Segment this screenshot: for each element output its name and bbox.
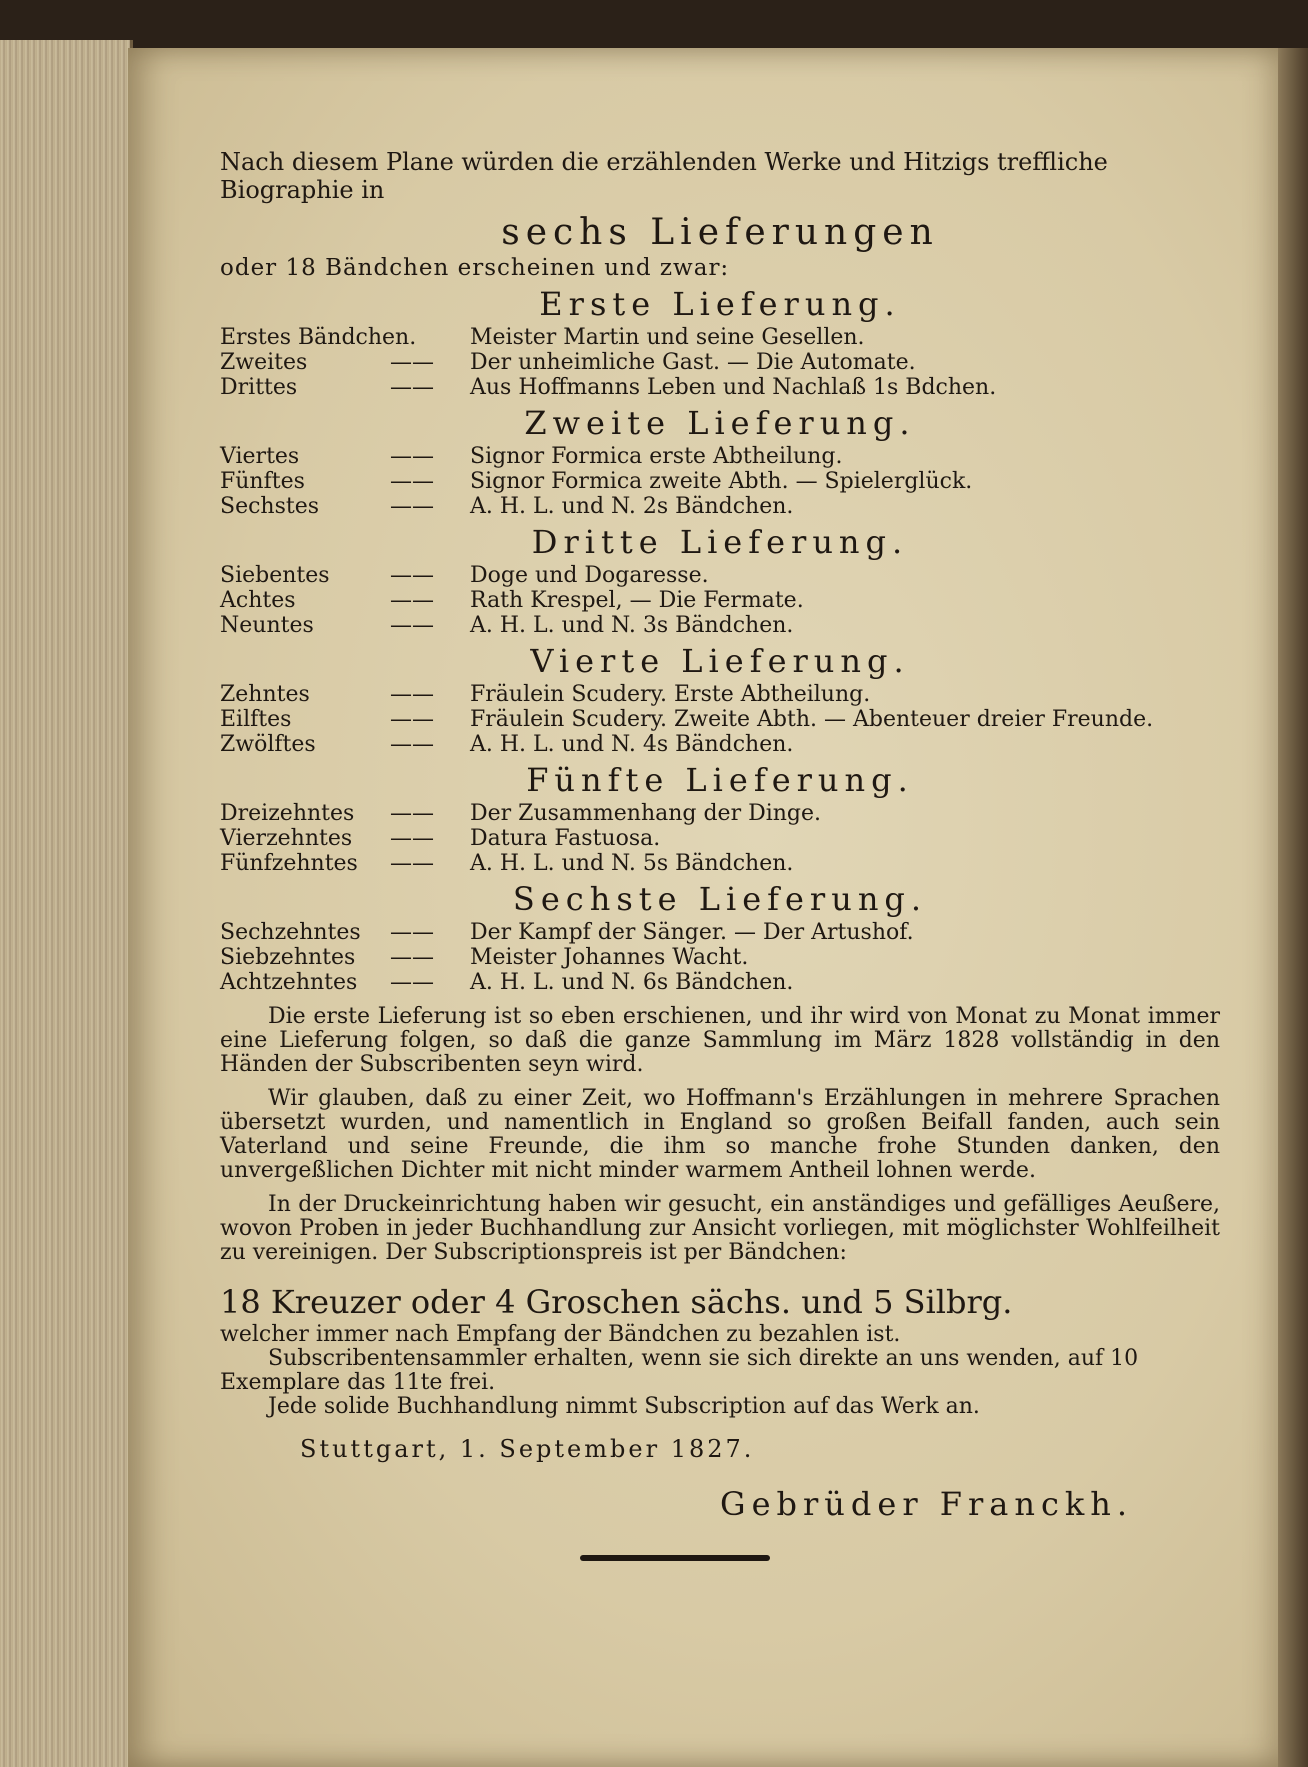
volume-num: Neuntes <box>220 613 314 638</box>
volume-num: Fünftes <box>220 469 305 494</box>
volume-row <box>220 494 1220 519</box>
volume-title: Signor Formica zweite Abth. — Spielerglück. <box>470 469 973 494</box>
volume-dash: —— <box>390 613 434 638</box>
volume-title: Signor Formica erste Abtheilung. <box>470 444 843 469</box>
volume-row <box>220 613 1220 638</box>
volume-title: Meister Martin und seine Gesellen. <box>470 325 865 350</box>
book-page-edges <box>0 40 133 1767</box>
volume-num: Achtzehntes <box>220 970 358 995</box>
volume-dash: —— <box>390 707 434 732</box>
paragraph-belief: Wir glauben, daß zu einer Zeit, wo Hoffmann's Erzählungen in mehrere Sprachen übersetzt wurden, und namentlich in England so großen Beifall fanden, auch sein Vaterland und seine Freunde, die ihm so manche frohe Stunden danken, den unvergeßlichen Dichter mit nicht minder warmem Antheil lohnen werde. <box>220 1086 1220 1183</box>
volume-row <box>220 563 1220 588</box>
volume-title: Meister Johannes Wacht. <box>470 945 749 970</box>
volume-title: Fräulein Scudery. Zweite Abth. — Abenteuer dreier Freunde. <box>470 707 1154 732</box>
volume-row <box>220 444 1220 469</box>
volume-row <box>220 732 1220 757</box>
volume-dash: —— <box>390 970 434 995</box>
delivery-heading: Fünfte Lieferung. <box>526 761 914 799</box>
volume-dash: —— <box>390 920 434 945</box>
volume-title: Rath Krespel, — Die Fermate. <box>470 588 804 613</box>
volume-dash: —— <box>390 945 434 970</box>
sub-heading: oder 18 Bändchen erscheinen und zwar: <box>220 255 730 281</box>
paragraph-release: Die erste Lieferung ist so eben erschienen, und ihr wird von Monat zu Monat immer eine Lieferung folgen, so daß die ganze Sammlung im März 1828 vollständig in den Händen der Subscribenten seyn wird. <box>220 1004 1220 1077</box>
volume-title: A. H. L. und N. 3s Bändchen. <box>470 613 794 638</box>
paragraph-print: In der Druckeinrichtung haben wir gesucht, ein anständiges und gefälliges Aeußere, wovon Proben in jeder Buchhandlung zur Ansicht vorliegen, mit möglichster Wohlfeilheit zu vereinigen. Der Subscriptionspreis ist per Bändchen: <box>220 1192 1220 1265</box>
volume-dash: —— <box>390 588 434 613</box>
volume-num: Vierzehntes <box>220 826 353 851</box>
volume-dash: —— <box>390 682 434 707</box>
volume-row <box>220 682 1220 707</box>
subscription-price: 18 Kreuzer oder 4 Groschen sächs. und 5 Silbrg. <box>220 1283 1013 1321</box>
book-page <box>128 48 1278 1767</box>
volume-num: Achtes <box>220 588 296 613</box>
volume-title: Aus Hoffmanns Leben und Nachlaß 1s Bdchen. <box>470 375 997 400</box>
volume-row <box>220 588 1220 613</box>
delivery-heading: Vierte Lieferung. <box>530 642 910 680</box>
volume-title: A. H. L. und N. 2s Bändchen. <box>470 494 794 519</box>
page-content <box>220 148 1220 1561</box>
volume-dash: —— <box>390 851 434 876</box>
bookshop-note: Jede solide Buchhandlung nimmt Subscription auf das Werk an. <box>268 1394 980 1419</box>
volume-title: Der Zusammenhang der Dinge. <box>470 801 822 826</box>
delivery-list <box>220 285 1220 995</box>
volume-num: Erstes Bändchen. <box>220 325 417 350</box>
volume-num: Zweites <box>220 350 308 375</box>
volume-dash: —— <box>390 563 434 588</box>
volume-num: Zehntes <box>220 682 310 707</box>
volume-row <box>220 801 1220 826</box>
delivery-heading: Sechste Lieferung. <box>512 880 928 918</box>
volume-row <box>220 375 1220 400</box>
volume-row <box>220 851 1220 876</box>
volume-num: Viertes <box>220 444 300 469</box>
volume-title: Doge und Dogaresse. <box>470 563 709 588</box>
volume-title: A. H. L. und N. 4s Bändchen. <box>470 732 794 757</box>
volume-row <box>220 945 1220 970</box>
volume-num: Dreizehntes <box>220 801 355 826</box>
price-note: welcher immer nach Empfang der Bändchen zu bezahlen ist. <box>220 1322 901 1347</box>
closing-rule <box>580 1555 770 1561</box>
volume-row <box>220 325 1220 350</box>
book-spine-edge <box>1278 48 1308 1767</box>
volume-num: Zwölftes <box>220 732 316 757</box>
volume-title: Der Kampf der Sänger. — Der Artushof. <box>470 920 914 945</box>
volume-dash: —— <box>390 732 434 757</box>
volume-dash: —— <box>390 375 434 400</box>
volume-dash: —— <box>390 350 434 375</box>
volume-row <box>220 469 1220 494</box>
volume-title: Datura Fastuosa. <box>470 826 661 851</box>
volume-row <box>220 920 1220 945</box>
volume-num: Fünfzehntes <box>220 851 358 876</box>
volume-row <box>220 350 1220 375</box>
volume-dash: —— <box>390 801 434 826</box>
volume-row <box>220 707 1220 732</box>
place-date: Stuttgart, 1. September 1827. <box>300 1435 755 1463</box>
volume-num: Sechzehntes <box>220 920 361 945</box>
volume-dash: —— <box>390 826 434 851</box>
volume-dash: —— <box>390 494 434 519</box>
volume-row <box>220 826 1220 851</box>
volume-dash: —— <box>390 444 434 469</box>
volume-title: A. H. L. und N. 5s Bändchen. <box>470 851 794 876</box>
delivery-heading: Zweite Lieferung. <box>524 404 916 442</box>
delivery-heading: Erste Lieferung. <box>539 285 901 323</box>
main-heading: sechs Lieferungen <box>501 212 939 253</box>
volume-num: Siebzehntes <box>220 945 356 970</box>
volume-dash: —— <box>390 469 434 494</box>
volume-num: Siebentes <box>220 563 330 588</box>
collector-note: Subscribentensammler erhalten, wenn sie sich direkte an uns wenden, auf 10 Exemplare das 11te frei. <box>220 1346 1139 1395</box>
volume-num: Eilftes <box>220 707 292 732</box>
volume-num: Sechstes <box>220 494 320 519</box>
volume-title: Fräulein Scudery. Erste Abtheilung. <box>470 682 871 707</box>
intro-text: Nach diesem Plane würden die erzählenden Werke und Hitzigs treffliche Biographie in <box>220 148 1108 204</box>
volume-row <box>220 970 1220 995</box>
volume-title: A. H. L. und N. 6s Bändchen. <box>470 970 794 995</box>
publisher-signature: Gebrüder Franckh. <box>720 1485 1134 1523</box>
volume-title: Der unheimliche Gast. — Die Automate. <box>470 350 916 375</box>
volume-num: Drittes <box>220 375 298 400</box>
delivery-heading: Dritte Lieferung. <box>531 523 909 561</box>
volume-dash <box>372 325 452 350</box>
